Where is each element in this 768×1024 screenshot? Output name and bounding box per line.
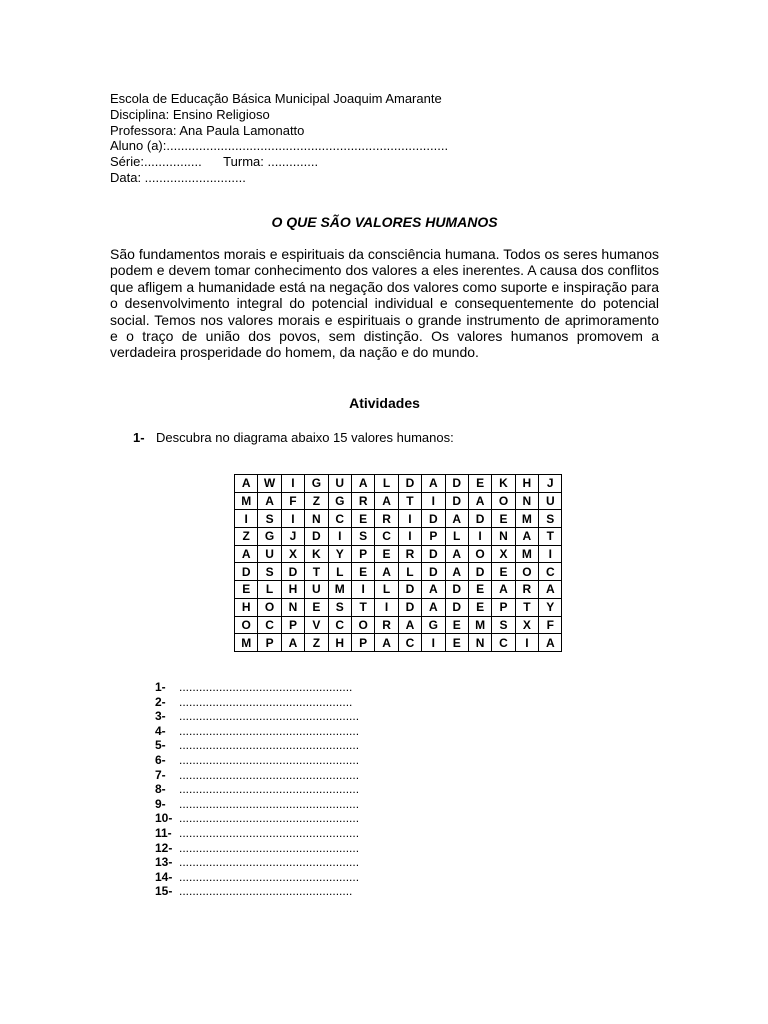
word-search-grid (234, 474, 562, 652)
student-line: Aluno (a):.............................................................................. (110, 138, 449, 154)
grid-cell: D (468, 510, 491, 528)
grid-cell: Z (235, 528, 258, 546)
grid-cell: P (351, 545, 374, 563)
grid-cell: R (515, 581, 538, 599)
grid-cell: D (422, 510, 445, 528)
answer-blank: ...................................................... (179, 869, 360, 884)
grid-row (235, 475, 562, 493)
grid-cell: A (445, 545, 468, 563)
grid-row (235, 563, 562, 581)
grid-row (235, 545, 562, 563)
answer-line (155, 884, 359, 899)
activity-number: 1- (133, 430, 145, 445)
grid-cell: A (422, 598, 445, 616)
answer-line (155, 826, 359, 841)
grid-row (235, 492, 562, 510)
answer-blank: ...................................................... (179, 723, 360, 738)
grid-cell: E (351, 510, 374, 528)
grid-cell: G (305, 475, 328, 493)
answer-line (155, 797, 359, 812)
grid-cell: M (235, 492, 258, 510)
answer-number: 6- (155, 752, 166, 767)
grid-cell: P (422, 528, 445, 546)
grid-cell: E (492, 510, 515, 528)
grid-cell: A (515, 528, 538, 546)
answer-line (155, 680, 359, 695)
grid-cell: D (468, 563, 491, 581)
grid-cell: N (281, 598, 304, 616)
grid-cell: H (235, 598, 258, 616)
grid-cell: H (328, 634, 351, 652)
grid-cell: L (328, 563, 351, 581)
grid-cell: I (398, 510, 421, 528)
activity-text: Descubra no diagrama abaixo 15 valores humanos: (156, 430, 454, 445)
grid-cell: S (258, 510, 281, 528)
answer-number: 13- (155, 855, 173, 870)
grid-cell: I (351, 581, 374, 599)
grid-cell: A (235, 545, 258, 563)
grid-cell: A (539, 634, 562, 652)
grid-cell: M (235, 634, 258, 652)
grid-cell: F (539, 616, 562, 634)
grid-cell: W (258, 475, 281, 493)
answer-blank: ...................................................... (179, 767, 360, 782)
grid-cell: L (398, 563, 421, 581)
grid-cell: C (492, 634, 515, 652)
grid-cell: C (328, 510, 351, 528)
grid-row (235, 634, 562, 652)
grid-cell: N (515, 492, 538, 510)
grid-row (235, 581, 562, 599)
grid-cell: R (398, 545, 421, 563)
document-title: O QUE SÃO VALORES HUMANOS (271, 214, 498, 230)
grid-cell: O (492, 492, 515, 510)
grid-cell: I (422, 634, 445, 652)
grid-cell: X (281, 545, 304, 563)
grid-cell: N (305, 510, 328, 528)
grid-cell: H (515, 475, 538, 493)
grid-cell: Y (328, 545, 351, 563)
grid-cell: E (351, 563, 374, 581)
grid-row (235, 616, 562, 634)
answer-blank: ...................................................... (179, 796, 360, 811)
grid-cell: T (398, 492, 421, 510)
answer-number: 1- (155, 680, 166, 694)
teacher-line: Professora: Ana Paula Lamonatto (110, 122, 305, 138)
grid-cell: D (235, 563, 258, 581)
grid-cell: A (422, 475, 445, 493)
answer-line (155, 768, 359, 783)
grid-cell: K (492, 475, 515, 493)
grid-cell: D (398, 598, 421, 616)
grid-row (235, 528, 562, 546)
grid-cell: U (305, 581, 328, 599)
answer-blank: ...................................................... (179, 840, 360, 855)
grid-cell: I (515, 634, 538, 652)
answer-line (155, 753, 359, 768)
answer-blank: .................................................... (179, 680, 353, 694)
answer-line (155, 782, 359, 797)
grid-cell: E (468, 475, 491, 493)
answer-blank: ...................................................... (179, 709, 360, 724)
grid-cell: N (468, 634, 491, 652)
grid-cell: K (305, 545, 328, 563)
grid-cell: C (375, 528, 398, 546)
grid-cell: L (375, 581, 398, 599)
grid-cell: O (515, 563, 538, 581)
grid-cell: J (281, 528, 304, 546)
grid-cell: D (422, 545, 445, 563)
grid-cell: I (422, 492, 445, 510)
grid-cell: O (468, 545, 491, 563)
answer-line (155, 724, 359, 739)
grid-cell: V (305, 616, 328, 634)
grid-cell: T (515, 598, 538, 616)
grid-cell: U (258, 545, 281, 563)
answer-number: 8- (155, 782, 166, 797)
grid-cell: P (281, 616, 304, 634)
grid-cell: T (351, 598, 374, 616)
grid-cell: O (258, 598, 281, 616)
grid-cell: I (281, 510, 304, 528)
grid-cell: I (375, 598, 398, 616)
grid-cell: A (351, 475, 374, 493)
grid-cell: S (351, 528, 374, 546)
intro-paragraph: São fundamentos morais e espirituais da consciência humana. Todos os seres humanos podem e devem tomar conhecimento dos valores a eles inerentes. A causa dos conflitos que afligem a humanidade está na negação dos valores como suporte e inspiração para o desenvolvimento integral do potencial individual e consequentemente do potencial social. Temos nos valores morais e espirituais o grande instrumento de aprimoramento e o traço de união dos povos, sem distinção. Os valores humanos promovem a verdadeira prosperidade do homem, da nação e do mundo. (110, 246, 659, 361)
grid-cell: P (351, 634, 374, 652)
grid-cell: C (539, 563, 562, 581)
grid-cell: L (258, 581, 281, 599)
grid-cell: N (492, 528, 515, 546)
answer-blank: ...................................................... (179, 752, 360, 767)
answer-number: 11- (155, 825, 172, 840)
answer-line (155, 841, 359, 856)
answer-list (155, 680, 359, 899)
school-name: Escola de Educação Básica Municipal Joaquim Amarante (110, 91, 442, 106)
grid-cell: A (492, 581, 515, 599)
answer-line (155, 870, 359, 885)
activity-instruction (133, 430, 454, 445)
grid-cell: A (468, 492, 491, 510)
grid-cell: J (539, 475, 562, 493)
answer-number: 2- (155, 694, 166, 709)
grid-cell: T (305, 563, 328, 581)
grid-cell: L (375, 475, 398, 493)
grid-cell: X (492, 545, 515, 563)
grid-cell: Y (539, 598, 562, 616)
grid-cell: C (328, 616, 351, 634)
grid-cell: Z (305, 634, 328, 652)
answer-blank: .................................................... (179, 694, 353, 709)
grid-cell: A (445, 563, 468, 581)
grid-cell: P (492, 598, 515, 616)
grid-cell: A (375, 492, 398, 510)
grid-cell: G (328, 492, 351, 510)
answer-blank: .................................................... (179, 884, 353, 899)
answer-blank: ...................................................... (179, 811, 360, 826)
grid-cell: S (328, 598, 351, 616)
grid-cell: U (539, 492, 562, 510)
date-line: Data: ............................ (110, 169, 246, 185)
answer-number: 7- (155, 767, 166, 782)
grid-cell: E (445, 616, 468, 634)
grid-cell: E (305, 598, 328, 616)
grid-cell: S (539, 510, 562, 528)
grid-cell: M (515, 545, 538, 563)
grid-row (235, 598, 562, 616)
grid-cell: I (539, 545, 562, 563)
grid-cell: R (375, 616, 398, 634)
grid-cell: C (398, 634, 421, 652)
activities-heading: Atividades (349, 395, 420, 411)
grid-cell: D (281, 563, 304, 581)
answer-line (155, 738, 359, 753)
grid-cell: I (235, 510, 258, 528)
grid-cell: O (351, 616, 374, 634)
grid-cell: Z (305, 492, 328, 510)
grid-cell: D (445, 492, 468, 510)
answer-number: 15- (155, 884, 173, 899)
answer-number: 10- (155, 811, 173, 826)
grade-class-line: Série:................ Turma: .............. (110, 154, 319, 170)
grid-cell: T (539, 528, 562, 546)
answer-blank: ...................................................... (179, 855, 360, 870)
grid-cell: E (375, 545, 398, 563)
grid-cell: D (305, 528, 328, 546)
answer-line (155, 811, 359, 826)
grid-cell: I (281, 475, 304, 493)
grid-cell: A (539, 581, 562, 599)
discipline-line: Disciplina: Ensino Religioso (110, 106, 270, 122)
grid-cell: E (468, 598, 491, 616)
grid-cell: R (375, 510, 398, 528)
answer-number: 3- (155, 709, 166, 724)
grid-cell: I (328, 528, 351, 546)
document-header (110, 91, 670, 186)
grid-cell: R (351, 492, 374, 510)
grid-cell: E (492, 563, 515, 581)
answer-blank: ...................................................... (179, 738, 360, 753)
grid-cell: A (375, 634, 398, 652)
answer-line (155, 695, 359, 710)
grid-cell: P (258, 634, 281, 652)
grid-cell: A (281, 634, 304, 652)
grid-cell: C (258, 616, 281, 634)
grid-cell: X (515, 616, 538, 634)
grid-cell: A (398, 616, 421, 634)
grid-cell: F (281, 492, 304, 510)
grid-cell: H (281, 581, 304, 599)
answer-number: 14- (155, 869, 173, 884)
answer-blank: ...................................................... (179, 825, 360, 840)
answer-number: 12- (155, 840, 173, 855)
answer-number: 5- (155, 738, 166, 753)
answer-number: 9- (155, 796, 166, 811)
grid-cell: D (422, 563, 445, 581)
grid-cell: O (235, 616, 258, 634)
grid-cell: E (235, 581, 258, 599)
grid-cell: I (398, 528, 421, 546)
grid-cell: G (422, 616, 445, 634)
grid-cell: S (258, 563, 281, 581)
grid-cell: A (445, 510, 468, 528)
answer-blank: ...................................................... (179, 782, 360, 797)
grid-cell: D (445, 581, 468, 599)
grid-cell: A (258, 492, 281, 510)
grid-cell: G (258, 528, 281, 546)
answer-line (155, 855, 359, 870)
answer-line (155, 709, 359, 724)
grid-cell: A (422, 581, 445, 599)
grid-cell: M (328, 581, 351, 599)
grid-cell: L (445, 528, 468, 546)
grid-row (235, 510, 562, 528)
grid-cell: D (398, 475, 421, 493)
grid-cell: M (468, 616, 491, 634)
grid-cell: E (445, 634, 468, 652)
answer-number: 4- (155, 723, 166, 738)
grid-cell: D (445, 475, 468, 493)
grid-cell: S (492, 616, 515, 634)
grid-cell: D (398, 581, 421, 599)
grid-cell: E (468, 581, 491, 599)
grid-cell: I (468, 528, 491, 546)
grid-cell: A (375, 563, 398, 581)
grid-cell: D (445, 598, 468, 616)
grid-cell: A (235, 475, 258, 493)
grid-cell: U (328, 475, 351, 493)
grid-cell: M (515, 510, 538, 528)
